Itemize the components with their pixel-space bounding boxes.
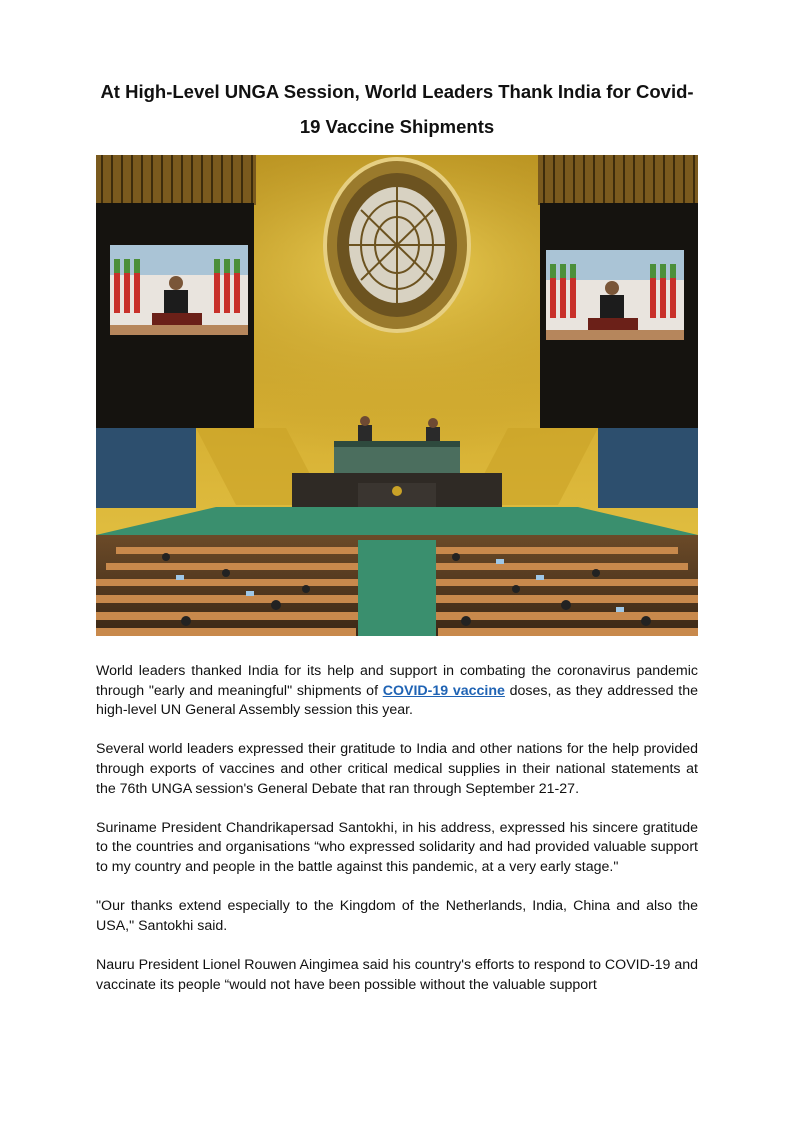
article-body [96,662,698,1015]
right-video-screen [546,250,684,340]
un-emblem [325,159,469,331]
paragraph-1-before: World leaders thanked India for its help and support in combating the coronavirus pandemic through "early and meaningful" shipments of [96,663,698,699]
unga-hall-photo [96,155,698,636]
paragraph-5: Nauru President Lionel Rouwen Aingimea said his country's efforts to respond to COVID-19 and vaccinate its people “would not have been possible without the valuable support [96,956,698,993]
paragraph-4: "Our thanks extend especially to the Kingdom of the Netherlands, India, China and also the USA," Santokhi said. [96,898,698,934]
article-title: At High-Level UNGA Session, World Leaders Thank India for Covid-19 Vaccine Shipments [100,81,694,137]
paragraph-2: Several world leaders expressed their gratitude to India and other nations for the help provided through exports of vaccines and other critical medical supplies in their national statements at the 76th UNGA session's General Debate that ran through September 21-27. [96,741,698,797]
wood-panels-left [96,155,256,205]
delegate-desks [96,535,698,636]
article-page [96,0,698,993]
wood-panels-right [538,155,698,205]
paragraph-3: Suriname President Chandrikapersad Santokhi, in his address, expressed his sincere gratitude to the countries and organisations “who expressed solidarity and had provided valuable support to my country and people in the battle against this pandemic, at a very early stage." [96,819,698,875]
left-video-screen [110,245,248,335]
paragraph-1 [96,662,698,721]
covid-vaccine-link[interactable]: COVID-19 vaccine [382,682,505,699]
paragraph-1-after: doses, as they addressed the high-level UN General Assembly session this year. [96,682,698,719]
unga-hall-illustration [96,155,698,636]
